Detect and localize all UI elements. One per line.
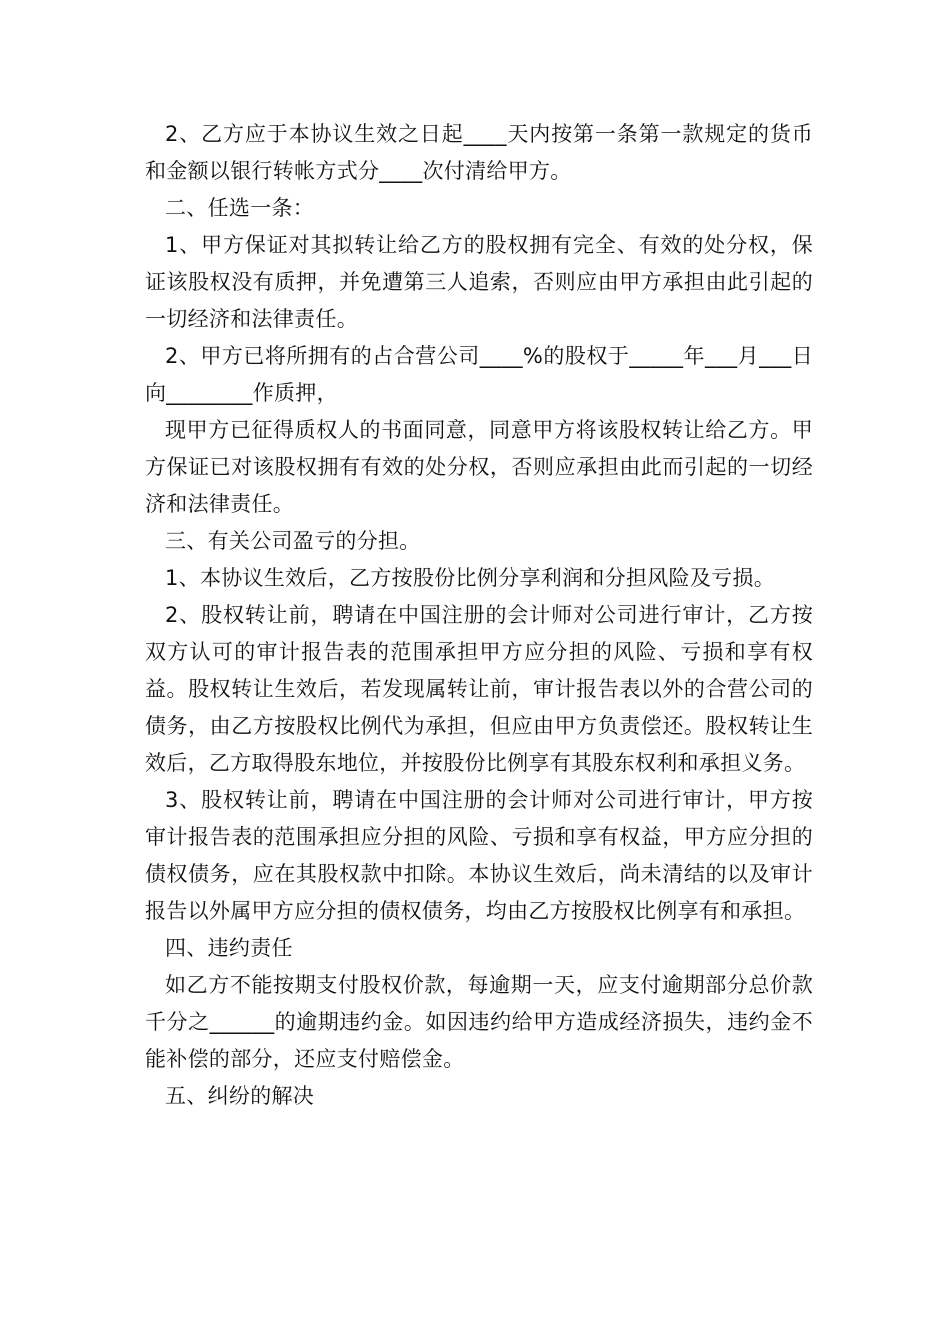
paragraph-option-2: 2、甲方已将所拥有的占合营公司____%的股权于_____年___月___日向________作质押， xyxy=(145,344,813,405)
paragraph-payment-terms: 2、乙方应于本协议生效之日起____天内按第一条第一款规定的货币和金额以银行转帐方式分____次付清给甲方。 xyxy=(145,122,813,183)
paragraph-pledge-consent: 现甲方已征得质权人的书面同意，同意甲方将该股权转让给乙方。甲方保证已对该股权拥有有效的处分权，否则应承担由此而引起的一切经济和法律责任。 xyxy=(145,418,813,516)
paragraph-profit-sharing: 1、本协议生效后，乙方按股份比例分享利润和分担风险及亏损。 xyxy=(165,566,776,590)
document-body xyxy=(145,116,813,1115)
paragraph-audit-1: 2、股权转让前，聘请在中国注册的会计师对公司进行审计，乙方按双方认可的审计报告表的范围承担甲方应分担的风险、亏损和享有权益。股权转让生效后，若发现属转让前，审计报告表以外的合营公司的债务，由乙方按股权比例代为承担，但应由甲方负责偿还。股权转让生效后，乙方取得股东地位，并按股份比例享有其股东权利和承担义务。 xyxy=(145,603,813,775)
section-heading-4: 四、违约责任 xyxy=(165,936,293,960)
section-heading-3: 三、有关公司盈亏的分担。 xyxy=(165,529,421,553)
section-heading-2: 二、任选一条： xyxy=(165,196,315,220)
paragraph-audit-2: 3、股权转让前，聘请在中国注册的会计师对公司进行审计，甲方按审计报告表的范围承担应分担的风险、亏损和享有权益，甲方应分担的债权债务，应在其股权款中扣除。本协议生效后，尚未清结的以及审计报告以外属甲方应分担的债权债务，均由乙方按股权比例享有和承担。 xyxy=(145,788,813,923)
paragraph-breach: 如乙方不能按期支付股权价款，每逾期一天，应支付逾期部分总价款千分之______的逾期违约金。如因违约给甲方造成经济损失，违约金不能补偿的部分，还应支付赔偿金。 xyxy=(145,973,813,1071)
section-heading-5: 五、纠纷的解决 xyxy=(165,1084,315,1108)
paragraph-option-1: 1、甲方保证对其拟转让给乙方的股权拥有完全、有效的处分权，保证该股权没有质押，并免遭第三人追索，否则应由甲方承担由此引起的一切经济和法律责任。 xyxy=(145,233,813,331)
